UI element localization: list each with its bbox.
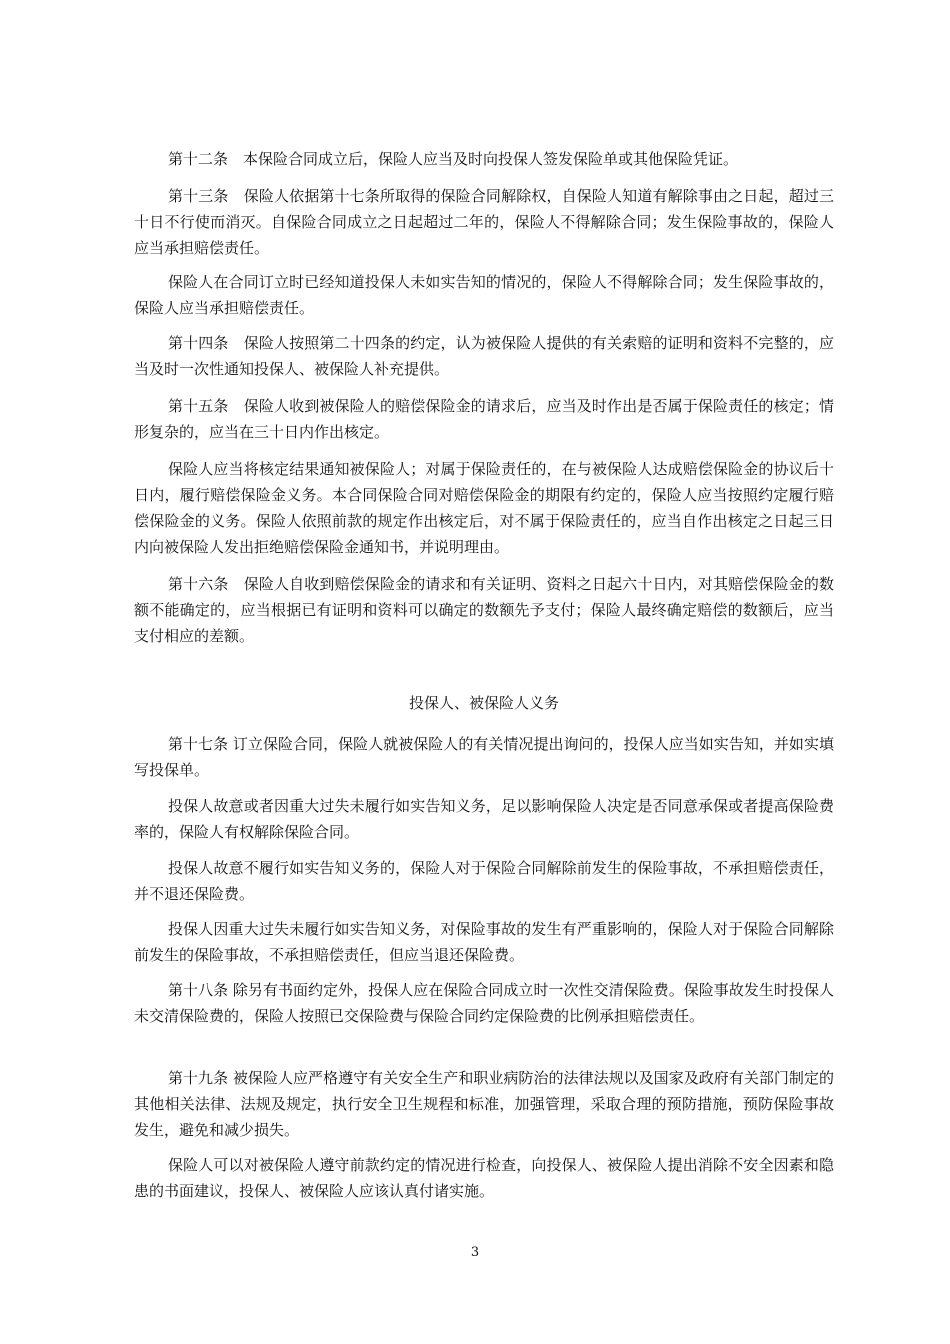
article-13-second-paragraph: 保险人在合同订立时已经知道投保人未如实告知的情况的，保险人不得解除合同；发生保险事故的，保险人应当承担赔偿责任。 [134, 273, 834, 317]
article-15-paragraph: 第十五条 保险人收到被保险人的赔偿保险金的请求后，应当及时作出是否属于保险责任的核定；情形复杂的，应当在三十日内作出核定。 [134, 397, 834, 441]
article-17-second-paragraph: 投保人故意或者因重大过失未履行如实告知义务，足以影响保险人决定是否同意承保或者提高保险费率的，保险人有权解除保险合同。 [134, 797, 834, 841]
section-title: 投保人、被保险人义务 [408, 694, 559, 712]
article-13-paragraph: 第十三条 保险人依据第十七条所取得的保险合同解除权，自保险人知道有解除事由之日起，超过三十日不行使而消灭。自保险合同成立之日起超过二年的，保险人不得解除合同；发生保险事故的，保险人应当承担赔偿责任。 [134, 187, 834, 257]
article-12-paragraph: 第十二条 本保险合同成立后，保险人应当及时向投保人签发保险单或其他保险凭证。 [168, 150, 739, 168]
article-17-paragraph: 第十七条 订立保险合同，保险人就被保险人的有关情况提出询问的，投保人应当如实告知，并如实填写投保单。 [134, 735, 834, 779]
page-number: 3 [470, 1245, 480, 1260]
article-19-second-paragraph: 保险人可以对被保险人遵守前款约定的情况进行检查，向投保人、被保险人提出消除不安全因素和隐患的书面建议，投保人、被保险人应该认真付诸实施。 [134, 1156, 834, 1200]
article-17-fourth-paragraph: 投保人因重大过失未履行如实告知义务，对保险事故的发生有严重影响的，保险人对于保险合同解除前发生的保险事故，不承担赔偿责任，但应当退还保险费。 [134, 920, 834, 964]
article-18-paragraph: 第十八条 除另有书面约定外，投保人应在保险合同成立时一次性交清保险费。保险事故发生时投保人未交清保险费的，保险人按照已交保险费与保险合同约定保险费的比例承担赔偿责任。 [134, 981, 834, 1025]
article-17-third-paragraph: 投保人故意不履行如实告知义务的，保险人对于保险合同解除前发生的保险事故，不承担赔偿责任，并不退还保险费。 [134, 859, 834, 903]
article-19-paragraph: 第十九条 被保险人应严格遵守有关安全生产和职业病防治的法律法规以及国家及政府有关部门制定的其他相关法律、法规及规定，执行安全卫生规程和标准，加强管理，采取合理的预防措施，预防保险事故发生，避免和减少损失。 [134, 1069, 834, 1139]
article-14-paragraph: 第十四条 保险人按照第二十四条的约定，认为被保险人提供的有关索赔的证明和资料不完整的，应当及时一次性通知投保人、被保险人补充提供。 [134, 334, 834, 378]
article-15-second-paragraph: 保险人应当将核定结果通知被保险人；对属于保险责任的，在与被保险人达成赔偿保险金的协议后十日内，履行赔偿保险金义务。本合同保险合同对赔偿保险金的期限有约定的，保险人应当按照约定履行赔偿保险金的义务。保险人依照前款的规定作出核定后，对不属于保险责任的，应当自作出核定之日起三日内向被保险人发出拒绝赔偿保险金通知书，并说明理由。 [134, 460, 834, 556]
article-16-paragraph: 第十六条 保险人自收到赔偿保险金的请求和有关证明、资料之日起六十日内，对其赔偿保险金的数额不能确定的，应当根据已有证明和资料可以确定的数额先予支付；保险人最终确定赔偿的数额后，应当支付相应的差额。 [134, 575, 834, 645]
